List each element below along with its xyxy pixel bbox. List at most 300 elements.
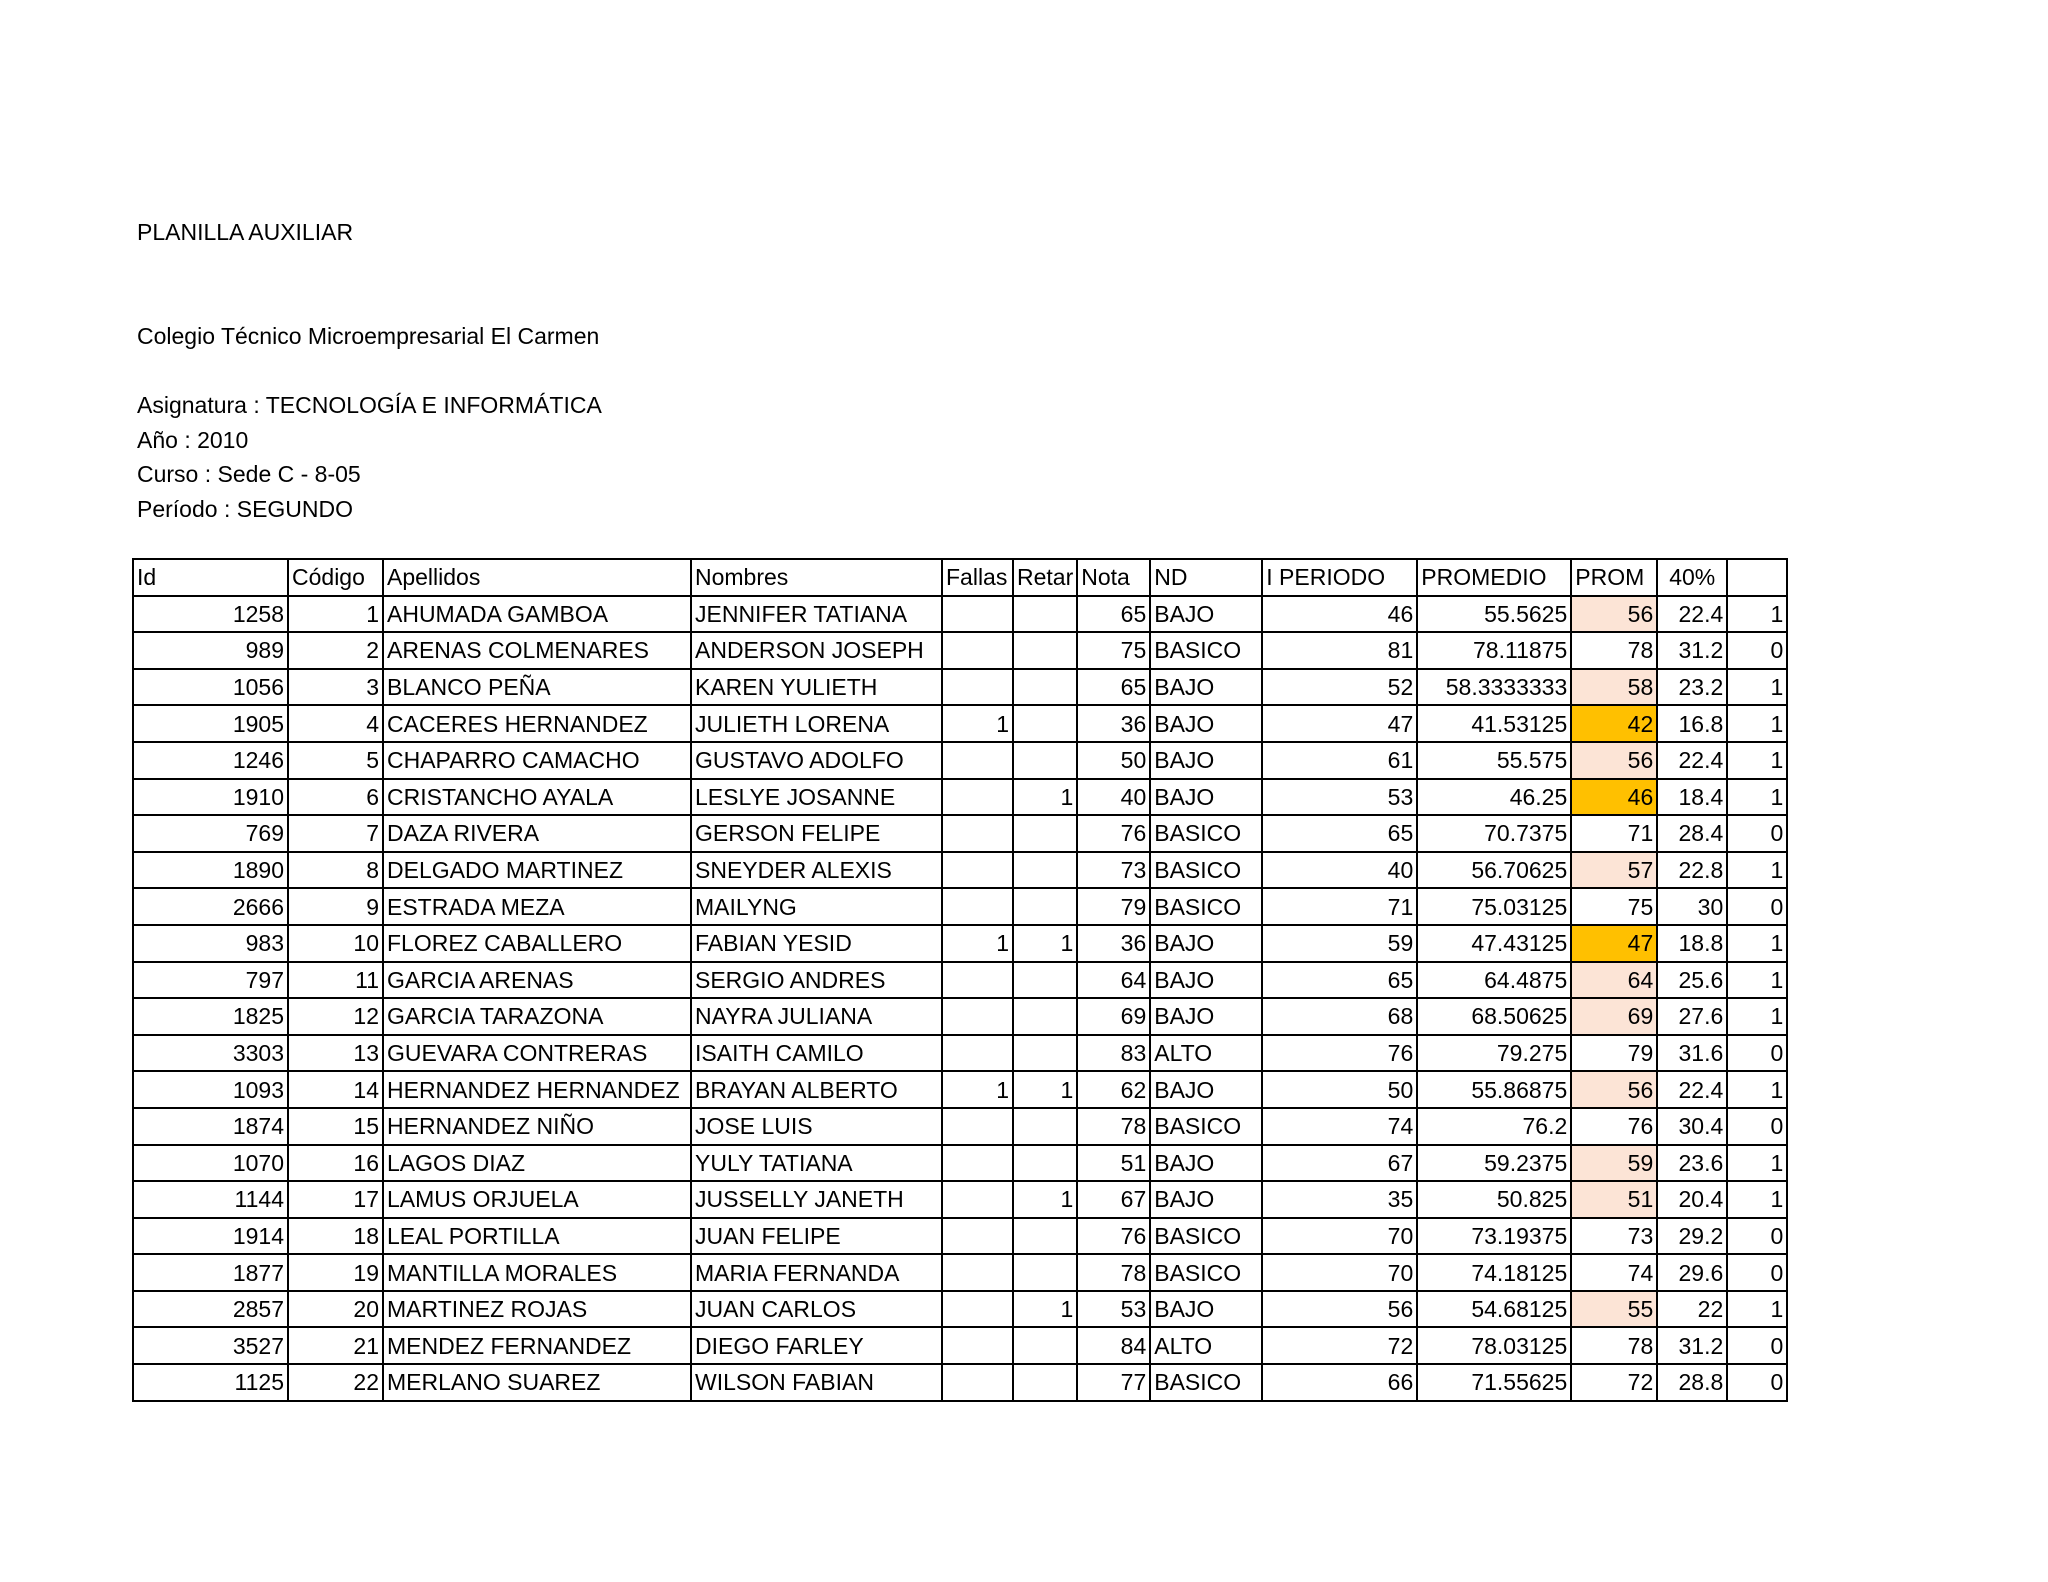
table-row (133, 1035, 1787, 1072)
col-header-40pct: 40% (1657, 559, 1727, 596)
cell-fallas: 1 (942, 705, 1013, 742)
cell-promedio: 58.3333333 (1417, 669, 1571, 706)
cell-promedio: 50.825 (1417, 1181, 1571, 1218)
cell-i-periodo: 67 (1262, 1145, 1417, 1182)
cell-nombres: LESLYE JOSANNE (691, 779, 942, 816)
cell-nd: BAJO (1150, 1181, 1262, 1218)
cell-flag: 1 (1727, 669, 1787, 706)
cell-apellidos: DAZA RIVERA (383, 815, 691, 852)
cell-apellidos: CACERES HERNANDEZ (383, 705, 691, 742)
cell-nota: 65 (1077, 596, 1150, 633)
col-header-nota: Nota (1077, 559, 1150, 596)
cell-fallas (942, 1218, 1013, 1255)
cell-promedio: 47.43125 (1417, 925, 1571, 962)
cell-nombres: NAYRA JULIANA (691, 998, 942, 1035)
cell-nota: 51 (1077, 1145, 1150, 1182)
cell-codigo: 5 (288, 742, 383, 779)
cell-promedio: 79.275 (1417, 1035, 1571, 1072)
cell-prom: 78 (1571, 1327, 1657, 1364)
cell-promedio: 59.2375 (1417, 1145, 1571, 1182)
cell-promedio: 74.18125 (1417, 1254, 1571, 1291)
cell-id: 1825 (133, 998, 288, 1035)
cell-nota: 77 (1077, 1364, 1150, 1401)
col-header-promedio: PROMEDIO (1417, 559, 1571, 596)
cell-codigo: 21 (288, 1327, 383, 1364)
cell-nota: 83 (1077, 1035, 1150, 1072)
cell-codigo: 3 (288, 669, 383, 706)
cell-nd: BASICO (1150, 1108, 1262, 1145)
cell-retar (1013, 669, 1077, 706)
cell-prom: 64 (1571, 962, 1657, 999)
grades-table (132, 558, 1788, 1402)
cell-promedio: 73.19375 (1417, 1218, 1571, 1255)
cell-id: 1914 (133, 1218, 288, 1255)
cell-prom: 71 (1571, 815, 1657, 852)
cell-id: 797 (133, 962, 288, 999)
cell-nota: 65 (1077, 669, 1150, 706)
col-header-codigo: Código (288, 559, 383, 596)
cell-apellidos: LAGOS DIAZ (383, 1145, 691, 1182)
table-row (133, 1364, 1787, 1401)
table-header-row (133, 559, 1787, 596)
school-name: Colegio Técnico Microempresarial El Carmen (137, 323, 600, 349)
cell-nd: BASICO (1150, 888, 1262, 925)
cell-codigo: 10 (288, 925, 383, 962)
cell-40pct: 22 (1657, 1291, 1727, 1328)
col-header-i-periodo: I PERIODO (1262, 559, 1417, 596)
cell-flag: 1 (1727, 852, 1787, 889)
cell-prom: 51 (1571, 1181, 1657, 1218)
cell-promedio: 55.86875 (1417, 1071, 1571, 1108)
cell-retar (1013, 815, 1077, 852)
cell-i-periodo: 74 (1262, 1108, 1417, 1145)
cell-prom: 46 (1571, 779, 1657, 816)
table-row (133, 632, 1787, 669)
cell-nota: 76 (1077, 815, 1150, 852)
cell-id: 1246 (133, 742, 288, 779)
cell-40pct: 30 (1657, 888, 1727, 925)
cell-i-periodo: 35 (1262, 1181, 1417, 1218)
cell-retar: 1 (1013, 1181, 1077, 1218)
cell-40pct: 31.6 (1657, 1035, 1727, 1072)
cell-nota: 36 (1077, 925, 1150, 962)
table-row (133, 852, 1787, 889)
cell-retar (1013, 1254, 1077, 1291)
cell-nota: 76 (1077, 1218, 1150, 1255)
cell-nota: 36 (1077, 705, 1150, 742)
cell-retar (1013, 1035, 1077, 1072)
cell-apellidos: LAMUS ORJUELA (383, 1181, 691, 1218)
cell-nombres: JOSE LUIS (691, 1108, 942, 1145)
table-row (133, 962, 1787, 999)
cell-fallas (942, 1327, 1013, 1364)
cell-codigo: 1 (288, 596, 383, 633)
cell-nombres: WILSON FABIAN (691, 1364, 942, 1401)
cell-prom: 73 (1571, 1218, 1657, 1255)
cell-retar (1013, 888, 1077, 925)
cell-i-periodo: 59 (1262, 925, 1417, 962)
cell-nd: BAJO (1150, 1291, 1262, 1328)
cell-promedio: 64.4875 (1417, 962, 1571, 999)
cell-apellidos: BLANCO PEÑA (383, 669, 691, 706)
cell-fallas (942, 1181, 1013, 1218)
cell-nd: BAJO (1150, 998, 1262, 1035)
cell-apellidos: HERNANDEZ NIÑO (383, 1108, 691, 1145)
cell-codigo: 18 (288, 1218, 383, 1255)
table-row (133, 1254, 1787, 1291)
cell-promedio: 41.53125 (1417, 705, 1571, 742)
cell-i-periodo: 47 (1262, 705, 1417, 742)
cell-40pct: 22.8 (1657, 852, 1727, 889)
cell-nombres: YULY TATIANA (691, 1145, 942, 1182)
cell-flag: 1 (1727, 962, 1787, 999)
cell-flag: 0 (1727, 632, 1787, 669)
cell-apellidos: MANTILLA MORALES (383, 1254, 691, 1291)
cell-nota: 64 (1077, 962, 1150, 999)
cell-apellidos: HERNANDEZ HERNANDEZ (383, 1071, 691, 1108)
cell-apellidos: MARTINEZ ROJAS (383, 1291, 691, 1328)
cell-nota: 78 (1077, 1108, 1150, 1145)
cell-id: 3303 (133, 1035, 288, 1072)
cell-i-periodo: 46 (1262, 596, 1417, 633)
subject-line: Asignatura : TECNOLOGÍA E INFORMÁTICA (137, 392, 602, 418)
cell-prom: 69 (1571, 998, 1657, 1035)
cell-flag: 0 (1727, 1108, 1787, 1145)
cell-nd: BAJO (1150, 742, 1262, 779)
cell-i-periodo: 52 (1262, 669, 1417, 706)
cell-nombres: JENNIFER TATIANA (691, 596, 942, 633)
cell-promedio: 55.575 (1417, 742, 1571, 779)
cell-promedio: 78.03125 (1417, 1327, 1571, 1364)
cell-nombres: MAILYNG (691, 888, 942, 925)
cell-id: 3527 (133, 1327, 288, 1364)
col-header-retar: Retar (1013, 559, 1077, 596)
cell-nota: 50 (1077, 742, 1150, 779)
cell-nd: BAJO (1150, 925, 1262, 962)
table-row (133, 779, 1787, 816)
cell-flag: 0 (1727, 1254, 1787, 1291)
cell-nd: BAJO (1150, 1071, 1262, 1108)
cell-nd: ALTO (1150, 1327, 1262, 1364)
cell-codigo: 11 (288, 962, 383, 999)
cell-retar (1013, 1327, 1077, 1364)
cell-nombres: GERSON FELIPE (691, 815, 942, 852)
cell-nota: 73 (1077, 852, 1150, 889)
cell-nd: BASICO (1150, 1364, 1262, 1401)
cell-retar (1013, 632, 1077, 669)
col-header-prom: PROM (1571, 559, 1657, 596)
cell-retar (1013, 998, 1077, 1035)
cell-nota: 53 (1077, 1291, 1150, 1328)
cell-retar (1013, 962, 1077, 999)
cell-nd: BAJO (1150, 669, 1262, 706)
table-row (133, 888, 1787, 925)
cell-fallas (942, 998, 1013, 1035)
cell-codigo: 20 (288, 1291, 383, 1328)
cell-40pct: 30.4 (1657, 1108, 1727, 1145)
cell-fallas (942, 632, 1013, 669)
cell-retar: 1 (1013, 925, 1077, 962)
cell-codigo: 7 (288, 815, 383, 852)
cell-apellidos: AHUMADA GAMBOA (383, 596, 691, 633)
cell-flag: 1 (1727, 742, 1787, 779)
cell-promedio: 71.55625 (1417, 1364, 1571, 1401)
cell-i-periodo: 66 (1262, 1364, 1417, 1401)
cell-i-periodo: 53 (1262, 779, 1417, 816)
table-row (133, 705, 1787, 742)
cell-flag: 1 (1727, 705, 1787, 742)
cell-fallas (942, 1035, 1013, 1072)
cell-retar (1013, 1108, 1077, 1145)
cell-promedio: 76.2 (1417, 1108, 1571, 1145)
cell-id: 1056 (133, 669, 288, 706)
cell-codigo: 6 (288, 779, 383, 816)
cell-apellidos: FLOREZ CABALLERO (383, 925, 691, 962)
cell-nombres: SERGIO ANDRES (691, 962, 942, 999)
cell-id: 2666 (133, 888, 288, 925)
cell-nombres: KAREN YULIETH (691, 669, 942, 706)
col-header-flag (1727, 559, 1787, 596)
cell-codigo: 22 (288, 1364, 383, 1401)
cell-fallas (942, 1108, 1013, 1145)
cell-flag: 1 (1727, 779, 1787, 816)
col-header-fallas: Fallas (942, 559, 1013, 596)
cell-40pct: 23.2 (1657, 669, 1727, 706)
cell-flag: 1 (1727, 1071, 1787, 1108)
cell-prom: 79 (1571, 1035, 1657, 1072)
cell-40pct: 28.8 (1657, 1364, 1727, 1401)
cell-retar (1013, 742, 1077, 779)
cell-apellidos: ARENAS COLMENARES (383, 632, 691, 669)
cell-fallas (942, 1364, 1013, 1401)
table-row (133, 815, 1787, 852)
cell-apellidos: MENDEZ FERNANDEZ (383, 1327, 691, 1364)
cell-fallas (942, 1145, 1013, 1182)
cell-fallas: 1 (942, 1071, 1013, 1108)
cell-prom: 47 (1571, 925, 1657, 962)
cell-flag: 1 (1727, 1291, 1787, 1328)
cell-i-periodo: 70 (1262, 1254, 1417, 1291)
col-header-nombres: Nombres (691, 559, 942, 596)
cell-i-periodo: 56 (1262, 1291, 1417, 1328)
cell-id: 1258 (133, 596, 288, 633)
cell-retar (1013, 1218, 1077, 1255)
cell-nota: 79 (1077, 888, 1150, 925)
cell-nd: BASICO (1150, 852, 1262, 889)
cell-prom: 56 (1571, 1071, 1657, 1108)
cell-nombres: FABIAN YESID (691, 925, 942, 962)
cell-nd: BASICO (1150, 1218, 1262, 1255)
cell-i-periodo: 72 (1262, 1327, 1417, 1364)
cell-codigo: 12 (288, 998, 383, 1035)
cell-apellidos: DELGADO MARTINEZ (383, 852, 691, 889)
cell-retar (1013, 596, 1077, 633)
table-row (133, 1181, 1787, 1218)
cell-id: 1890 (133, 852, 288, 889)
grades-table-body (133, 596, 1787, 1401)
cell-fallas (942, 815, 1013, 852)
table-row (133, 742, 1787, 779)
cell-i-periodo: 61 (1262, 742, 1417, 779)
cell-flag: 1 (1727, 596, 1787, 633)
cell-retar (1013, 852, 1077, 889)
cell-prom: 59 (1571, 1145, 1657, 1182)
cell-codigo: 17 (288, 1181, 383, 1218)
cell-prom: 56 (1571, 596, 1657, 633)
cell-prom: 58 (1571, 669, 1657, 706)
col-header-apellidos: Apellidos (383, 559, 691, 596)
cell-nota: 40 (1077, 779, 1150, 816)
cell-nota: 62 (1077, 1071, 1150, 1108)
cell-prom: 78 (1571, 632, 1657, 669)
cell-40pct: 31.2 (1657, 1327, 1727, 1364)
cell-flag: 0 (1727, 1218, 1787, 1255)
cell-apellidos: GARCIA TARAZONA (383, 998, 691, 1035)
cell-codigo: 9 (288, 888, 383, 925)
cell-fallas (942, 1291, 1013, 1328)
cell-i-periodo: 70 (1262, 1218, 1417, 1255)
table-row (133, 596, 1787, 633)
cell-fallas (942, 888, 1013, 925)
cell-retar: 1 (1013, 779, 1077, 816)
cell-40pct: 25.6 (1657, 962, 1727, 999)
cell-id: 1910 (133, 779, 288, 816)
cell-nombres: GUSTAVO ADOLFO (691, 742, 942, 779)
cell-apellidos: MERLANO SUAREZ (383, 1364, 691, 1401)
cell-nombres: MARIA FERNANDA (691, 1254, 942, 1291)
cell-apellidos: GUEVARA CONTRERAS (383, 1035, 691, 1072)
table-row (133, 998, 1787, 1035)
cell-id: 1905 (133, 705, 288, 742)
cell-40pct: 22.4 (1657, 1071, 1727, 1108)
cell-id: 2857 (133, 1291, 288, 1328)
cell-nd: BASICO (1150, 815, 1262, 852)
cell-i-periodo: 76 (1262, 1035, 1417, 1072)
cell-i-periodo: 50 (1262, 1071, 1417, 1108)
cell-flag: 0 (1727, 1035, 1787, 1072)
cell-nombres: JUAN FELIPE (691, 1218, 942, 1255)
table-row (133, 1218, 1787, 1255)
table-row (133, 1145, 1787, 1182)
cell-i-periodo: 65 (1262, 962, 1417, 999)
cell-nd: BASICO (1150, 632, 1262, 669)
cell-nd: BAJO (1150, 962, 1262, 999)
cell-40pct: 16.8 (1657, 705, 1727, 742)
col-header-nd: ND (1150, 559, 1262, 596)
cell-nd: ALTO (1150, 1035, 1262, 1072)
cell-fallas (942, 596, 1013, 633)
cell-flag: 0 (1727, 888, 1787, 925)
cell-promedio: 56.70625 (1417, 852, 1571, 889)
table-row (133, 1291, 1787, 1328)
cell-id: 769 (133, 815, 288, 852)
cell-40pct: 20.4 (1657, 1181, 1727, 1218)
document-title: PLANILLA AUXILIAR (137, 219, 354, 245)
cell-promedio: 46.25 (1417, 779, 1571, 816)
cell-prom: 75 (1571, 888, 1657, 925)
cell-nota: 67 (1077, 1181, 1150, 1218)
cell-i-periodo: 68 (1262, 998, 1417, 1035)
cell-nd: BAJO (1150, 705, 1262, 742)
cell-nombres: BRAYAN ALBERTO (691, 1071, 942, 1108)
cell-flag: 0 (1727, 1364, 1787, 1401)
cell-codigo: 19 (288, 1254, 383, 1291)
cell-fallas (942, 1254, 1013, 1291)
table-row (133, 669, 1787, 706)
year-line: Año : 2010 (137, 427, 249, 453)
cell-nota: 75 (1077, 632, 1150, 669)
cell-codigo: 14 (288, 1071, 383, 1108)
cell-promedio: 78.11875 (1417, 632, 1571, 669)
cell-promedio: 55.5625 (1417, 596, 1571, 633)
cell-retar (1013, 1364, 1077, 1401)
cell-prom: 74 (1571, 1254, 1657, 1291)
cell-codigo: 13 (288, 1035, 383, 1072)
cell-flag: 0 (1727, 815, 1787, 852)
cell-id: 983 (133, 925, 288, 962)
cell-nd: BAJO (1150, 596, 1262, 633)
cell-nombres: DIEGO FARLEY (691, 1327, 942, 1364)
cell-fallas (942, 962, 1013, 999)
cell-40pct: 18.4 (1657, 779, 1727, 816)
cell-retar (1013, 1145, 1077, 1182)
table-row (133, 925, 1787, 962)
table-row (133, 1071, 1787, 1108)
cell-codigo: 8 (288, 852, 383, 889)
cell-40pct: 22.4 (1657, 742, 1727, 779)
cell-fallas (942, 852, 1013, 889)
cell-apellidos: LEAL PORTILLA (383, 1218, 691, 1255)
cell-apellidos: CRISTANCHO AYALA (383, 779, 691, 816)
cell-nd: BAJO (1150, 1145, 1262, 1182)
cell-prom: 57 (1571, 852, 1657, 889)
cell-id: 1093 (133, 1071, 288, 1108)
cell-id: 1877 (133, 1254, 288, 1291)
cell-flag: 1 (1727, 925, 1787, 962)
table-row (133, 1108, 1787, 1145)
cell-nombres: ISAITH CAMILO (691, 1035, 942, 1072)
cell-id: 1144 (133, 1181, 288, 1218)
cell-nota: 78 (1077, 1254, 1150, 1291)
cell-prom: 76 (1571, 1108, 1657, 1145)
cell-promedio: 68.50625 (1417, 998, 1571, 1035)
cell-fallas (942, 669, 1013, 706)
cell-fallas: 1 (942, 925, 1013, 962)
cell-i-periodo: 40 (1262, 852, 1417, 889)
cell-apellidos: GARCIA ARENAS (383, 962, 691, 999)
cell-flag: 0 (1727, 1327, 1787, 1364)
cell-i-periodo: 65 (1262, 815, 1417, 852)
cell-id: 1070 (133, 1145, 288, 1182)
cell-apellidos: CHAPARRO CAMACHO (383, 742, 691, 779)
cell-40pct: 18.8 (1657, 925, 1727, 962)
cell-fallas (942, 742, 1013, 779)
cell-nota: 69 (1077, 998, 1150, 1035)
cell-40pct: 22.4 (1657, 596, 1727, 633)
cell-id: 989 (133, 632, 288, 669)
cell-codigo: 2 (288, 632, 383, 669)
cell-retar: 1 (1013, 1071, 1077, 1108)
cell-nombres: ANDERSON JOSEPH (691, 632, 942, 669)
cell-nombres: JULIETH LORENA (691, 705, 942, 742)
cell-prom: 72 (1571, 1364, 1657, 1401)
cell-prom: 55 (1571, 1291, 1657, 1328)
course-line: Curso : Sede C - 8-05 (137, 461, 361, 487)
cell-retar: 1 (1013, 1291, 1077, 1328)
cell-prom: 42 (1571, 705, 1657, 742)
col-header-id: Id (133, 559, 288, 596)
cell-id: 1125 (133, 1364, 288, 1401)
